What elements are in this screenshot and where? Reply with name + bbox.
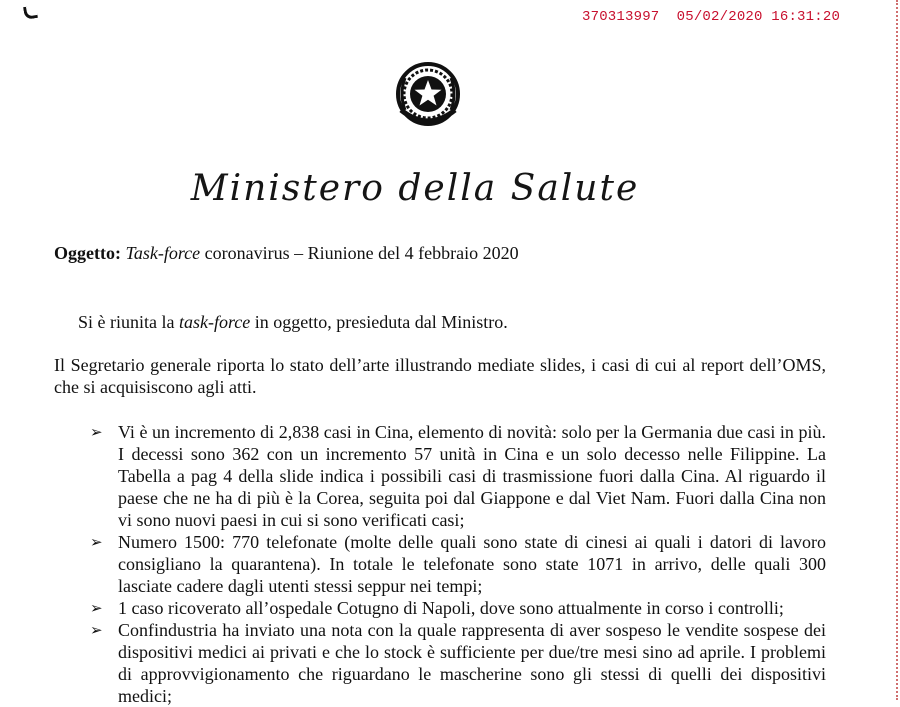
list-item bbox=[90, 531, 826, 597]
list-item bbox=[90, 619, 826, 707]
protocol-stamp bbox=[582, 9, 840, 25]
italian-republic-emblem-icon bbox=[391, 58, 465, 132]
protocol-time: 16:31:20 bbox=[771, 9, 841, 25]
subject-line bbox=[54, 243, 519, 264]
intro-paragraph bbox=[78, 311, 508, 333]
list-item-text: 1 caso ricoverato all’ospedale Cotugno di Napoli, dove sono attualmente in corso i controlli; bbox=[118, 598, 784, 618]
list-item-text: Confindustria ha inviato una nota con la quale rappresenta di aver sospeso le vendite sospese dei dispositivi medici ai privati e che lo stock è sufficiente per due/tre mesi sino ad aprile. I problemi di approvvigionamento che riguardano le mascherine sono gli stessi di quelli dei dispositivi medici; bbox=[118, 620, 826, 706]
list-item bbox=[90, 597, 826, 619]
arrowhead-bullet-icon: ➢ bbox=[90, 621, 103, 639]
list-item bbox=[90, 421, 826, 531]
bullet-list bbox=[90, 421, 826, 707]
arrowhead-bullet-icon: ➢ bbox=[90, 599, 103, 617]
arrowhead-bullet-icon: ➢ bbox=[90, 423, 103, 441]
arrowhead-bullet-icon: ➢ bbox=[90, 533, 103, 551]
list-item-text: Numero 1500: 770 telefonate (molte delle quali sono state di cinesi ai quali i datori di lavoro consigliano la quarantena). In totale le telefonate sono state 1071 in arrivo, delle quali 300 lasciate cadere dagli utenti stessi seppur nei tempi; bbox=[118, 532, 826, 596]
subject-label: Oggetto: bbox=[54, 243, 121, 263]
subject-text: coronavirus – Riunione del 4 febbraio 2020 bbox=[200, 243, 519, 263]
subject-italic-term: Task-force bbox=[125, 243, 201, 263]
scan-edge-line bbox=[896, 0, 898, 700]
ministry-title: Ministero della Salute bbox=[190, 168, 640, 209]
intro-after: in oggetto, presieduta dal Ministro. bbox=[250, 312, 508, 332]
report-paragraph: Il Segretario generale riporta lo stato dell’arte illustrando mediate slides, i casi di cui al report dell’OMS, che si acquisiscono agli atti. bbox=[54, 355, 826, 397]
protocol-date: 05/02/2020 bbox=[676, 9, 763, 25]
intro-italic: task-force bbox=[178, 312, 251, 332]
scan-corner-mark bbox=[23, 5, 38, 20]
intro-before: Si è riunita la bbox=[78, 312, 179, 332]
list-item-text: Vi è un incremento di 2,838 casi in Cina, elemento di novità: solo per la Germania due casi in più. I decessi sono 362 con un incremento 57 unità in Cina e un solo decesso nelle Filippine. La Tabella a pag 4 della slide indica i possibili casi di trasmissione fuori dalla Cina. Al riguardo il paese che ne ha di più è la Corea, seguita poi dal Giappone e dal Viet Nam. Fuori dalla Cina non vi sono nuovi paesi in cui si sono verificati casi; bbox=[118, 422, 826, 530]
protocol-number: 370313997 bbox=[582, 9, 660, 25]
